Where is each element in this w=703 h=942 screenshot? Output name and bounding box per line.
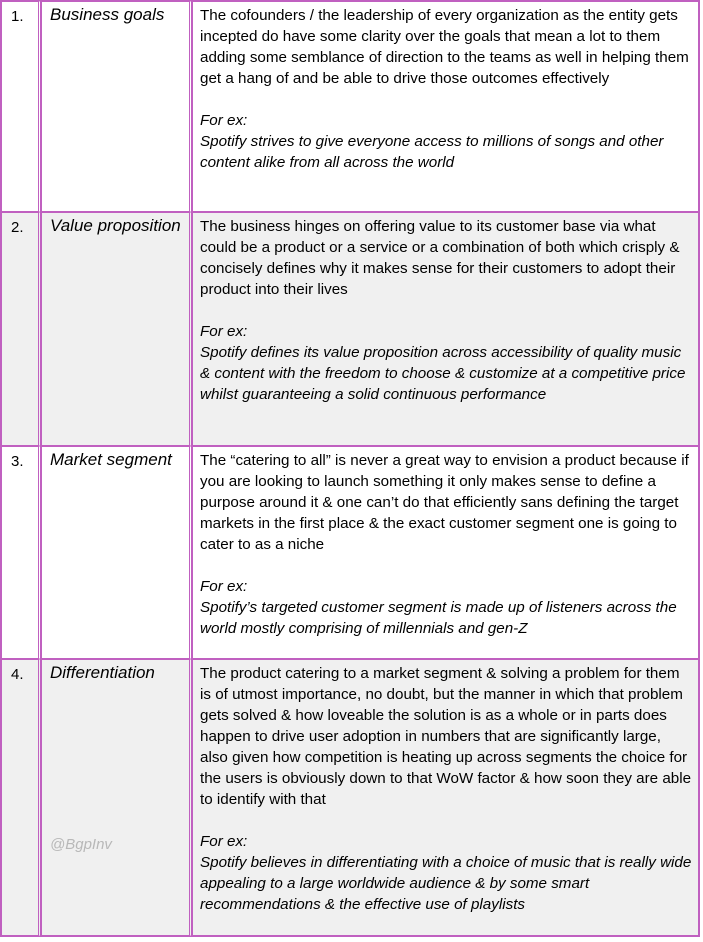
row-title-cell bbox=[41, 659, 192, 936]
row-title: Market segment bbox=[41, 446, 192, 659]
row-title: Value proposition bbox=[41, 212, 192, 446]
example-block bbox=[200, 321, 692, 405]
row-description bbox=[192, 212, 699, 446]
example-label: For ex: bbox=[200, 323, 248, 340]
example-text: Spotify defines its value proposition across accessibility of quality music & content with the freedom to choose & customize at a competitive price whilst guaranteeing a solid continuous performance bbox=[200, 344, 686, 403]
row-description bbox=[192, 659, 699, 936]
row-title: Differentiation bbox=[50, 663, 155, 682]
example-text: Spotify’s targeted customer segment is made up of listeners across the world mostly comprising of millennials and gen-Z bbox=[200, 599, 677, 637]
example-label: For ex: bbox=[200, 578, 248, 595]
row-number: 3. bbox=[1, 446, 41, 659]
watermark-handle: @BgpInv bbox=[50, 836, 112, 853]
example-text: Spotify strives to give everyone access to millions of songs and other content alike from all across the world bbox=[200, 133, 664, 171]
row-number: 2. bbox=[1, 212, 41, 446]
row-description bbox=[192, 1, 699, 212]
row-number: 4. bbox=[1, 659, 41, 936]
description-text: The business hinges on offering value to its customer base via what could be a product or a service or a combination of both which crisply & concisely defines why it makes sense for their customers to adopt their product into their lives bbox=[200, 218, 680, 298]
table-row bbox=[1, 212, 699, 446]
example-block bbox=[200, 831, 692, 915]
example-block bbox=[200, 110, 692, 173]
example-block bbox=[200, 576, 692, 639]
row-number: 1. bbox=[1, 1, 41, 212]
description-text: The product catering to a market segment & solving a problem for them is of utmost importance, no doubt, but the manner in which that problem gets solved & how loveable the solution is as a whole or in parts does happen to drive user adoption in numbers that are significantly large, also given how competition is heating up across segments the choice for the users is obviously down to that WoW factor & how soon they are able to identify with that bbox=[200, 665, 692, 808]
description-text: The “catering to all” is never a great way to envision a product because if you are looking to launch something it only makes sense to define a purpose around it & one can’t do that efficiently sans defining the target markets in the first place & the exact customer segment one is going to cater to as a niche bbox=[200, 452, 689, 553]
table-row bbox=[1, 659, 699, 936]
row-description bbox=[192, 446, 699, 659]
example-text: Spotify believes in differentiating with a choice of music that is really wide appealing to a large worldwide audience & by some smart recommendations & the effective use of playlists bbox=[200, 854, 692, 913]
example-label: For ex: bbox=[200, 112, 248, 129]
example-label: For ex: bbox=[200, 833, 248, 850]
table-row bbox=[1, 446, 699, 659]
description-text: The cofounders / the leadership of every organization as the entity gets incepted do have some clarity over the goals that mean a lot to them adding some semblance of direction to the teams as well in helping them get a hang of and be able to drive those outcomes effectively bbox=[200, 7, 689, 87]
row-title: Business goals bbox=[41, 1, 192, 212]
table-row bbox=[1, 1, 699, 212]
